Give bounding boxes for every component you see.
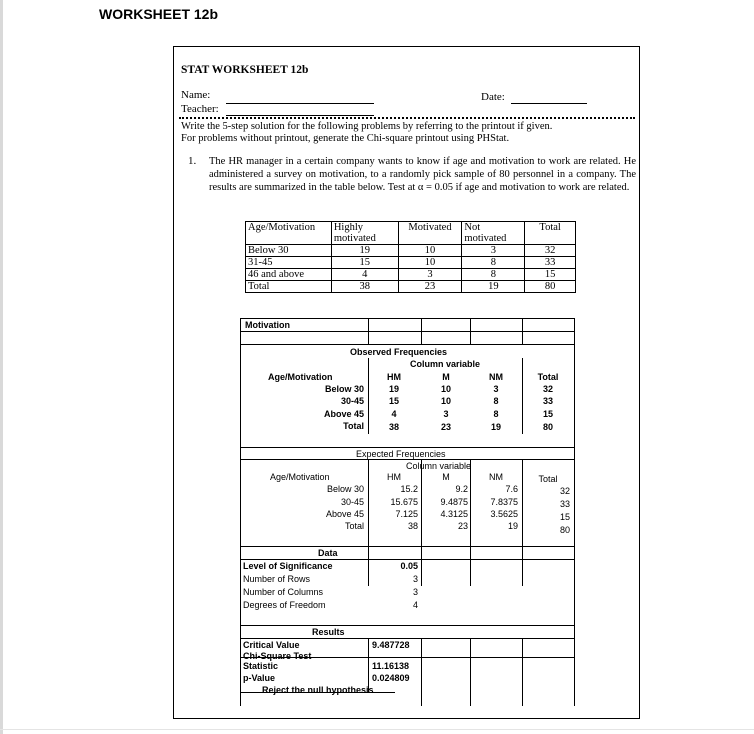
data-value: 3: [412, 574, 418, 584]
grid-line: [240, 318, 575, 319]
grid-line: [522, 459, 523, 586]
grid-line: [240, 331, 575, 332]
grid-line: [368, 459, 369, 586]
expected-value: 33: [559, 499, 570, 509]
printout-title: Motivation: [245, 320, 290, 330]
data-label: Number of Rows: [243, 574, 311, 584]
expected-value: 15: [559, 512, 570, 522]
chi-square-label-2: Statistic: [243, 661, 279, 671]
observed-value: 80: [542, 422, 553, 432]
table-cell: 32: [525, 245, 576, 257]
instruction-line-1: Write the 5-step solution for the following problems by referring to the printout if given.: [181, 121, 553, 132]
table-header-cell: Motivated: [398, 222, 462, 245]
grid-line: [240, 638, 575, 639]
table-cell: 8: [462, 257, 525, 269]
data-heading: Data: [318, 548, 338, 558]
table-cell: 33: [525, 257, 576, 269]
p-value: 0.024809: [372, 673, 410, 683]
table-cell: 10: [398, 257, 462, 269]
observed-row-label: Below 30: [324, 384, 364, 394]
name-label: Name:: [181, 89, 211, 101]
observed-value: 10: [440, 396, 451, 406]
observed-value: 33: [542, 396, 553, 406]
sheet-title: STAT WORKSHEET 12b: [181, 64, 309, 76]
instruction-line-2: For problems without printout, generate the Chi-square printout using PHStat.: [181, 133, 510, 144]
observed-col-total: Total: [537, 372, 559, 382]
expected-value: 9.2: [455, 484, 468, 494]
expected-value: 9.4875: [440, 497, 468, 507]
conclusion-text: Reject the null hypothesis: [262, 685, 374, 695]
expected-col-hm: HM: [387, 472, 401, 482]
grid-line: [240, 546, 575, 547]
table-cell: Below 30: [246, 245, 332, 257]
expected-row-label: Total: [344, 521, 364, 531]
table-header-row: [246, 222, 576, 245]
observed-value: 15: [542, 409, 553, 419]
expected-row-label: Above 45: [325, 509, 364, 519]
worksheet-scan: [173, 46, 640, 719]
critical-value-label: Critical Value: [243, 640, 300, 650]
expected-value: 15.675: [390, 497, 418, 507]
grid-line: [470, 459, 471, 586]
grid-line: [421, 459, 422, 586]
observed-value: 32: [542, 384, 553, 394]
observed-row-header: Age/Motivation: [268, 372, 333, 382]
table-header-cell: Highly motivated: [331, 222, 398, 245]
table-cell: 80: [525, 281, 576, 293]
results-heading: Results: [312, 627, 345, 637]
observed-value: 23: [440, 422, 451, 432]
observed-value: 10: [440, 384, 451, 394]
grid-line: [470, 638, 471, 706]
grid-line: [522, 638, 523, 706]
table-cell: Total: [246, 281, 332, 293]
table-cell: 15: [331, 257, 398, 269]
expected-value: 19: [507, 521, 518, 531]
expected-col-m: M: [442, 472, 450, 482]
grid-line: [240, 459, 575, 460]
expected-col-nm: NM: [489, 472, 503, 482]
grid-line: [240, 447, 575, 448]
observed-column-variable: Column variable: [410, 359, 481, 369]
problem-text: The HR manager in a certain company wants to know if age and motivation to work are related. He administered a survey on motivation, to a randomly pick sample of 80 personnel in a company. The results are summarized in the table below. Test at α = 0.05 if age and motivation to work are related.: [209, 156, 636, 193]
grid-line: [470, 318, 471, 345]
chi-square-value: 11.16138: [372, 661, 410, 671]
table-cell: 19: [331, 245, 398, 257]
expected-heading: Expected Frequencies: [356, 449, 446, 459]
expected-value: 23: [457, 521, 468, 531]
expected-value: 7.6: [505, 484, 518, 494]
observed-col-m: M: [442, 372, 450, 382]
observed-value: 3: [493, 384, 499, 394]
critical-value: 9.487728: [372, 640, 410, 650]
expected-value: 80: [559, 525, 570, 535]
observed-row-label: Above 45: [323, 409, 364, 419]
observed-heading: Observed Frequencies: [350, 347, 448, 357]
grid-line: [240, 625, 575, 626]
table-cell: 31-45: [246, 257, 332, 269]
grid-line: [368, 358, 369, 434]
data-label: Number of Columns: [243, 587, 324, 597]
page-left-edge: [0, 0, 3, 734]
date-field-line: [511, 103, 587, 104]
grid-line: [240, 344, 575, 345]
teacher-field-line: [226, 115, 374, 116]
table-cell: 19: [462, 281, 525, 293]
data-value: 0.05: [400, 561, 418, 571]
grid-line: [421, 638, 422, 706]
table-cell: 4: [331, 269, 398, 281]
expected-value: 15.2: [400, 484, 418, 494]
table-cell: 3: [462, 245, 525, 257]
table-header-cell: Age/Motivation: [246, 222, 332, 245]
observed-row-label: Total: [343, 421, 364, 431]
expected-value: 7.125: [395, 509, 418, 519]
observed-col-nm: NM: [489, 372, 503, 382]
table-cell: 15: [525, 269, 576, 281]
observed-value: 8: [493, 396, 499, 406]
observed-row-label: 30-45: [340, 396, 364, 406]
chi-square-label: Chi-Square Test: [243, 651, 312, 661]
problem-number: 1.: [188, 155, 197, 167]
data-label: Degrees of Freedom: [243, 600, 326, 610]
survey-table: [245, 221, 576, 293]
observed-value: 19: [490, 422, 501, 432]
observed-value: 38: [388, 422, 399, 432]
expected-value: 32: [559, 486, 570, 496]
dotted-divider: [179, 117, 635, 119]
table-row: [246, 245, 576, 257]
observed-value: 15: [388, 396, 399, 406]
table-cell: 10: [398, 245, 462, 257]
expected-row-label: Below 30: [326, 484, 364, 494]
table-cell: 38: [331, 281, 398, 293]
observed-col-hm: HM: [387, 372, 401, 382]
expected-row-label: 30-45: [340, 497, 364, 507]
table-cell: 8: [462, 269, 525, 281]
expected-value: 4.3125: [440, 509, 468, 519]
expected-col-total: Total: [538, 474, 558, 484]
name-field-line: [226, 103, 374, 104]
page-bottom-edge: [0, 729, 754, 730]
grid-line: [522, 358, 523, 434]
table-row: [246, 269, 576, 281]
table-total-row: [246, 281, 576, 293]
date-label: Date:: [481, 91, 505, 103]
grid-line: [240, 318, 241, 706]
observed-value: 4: [391, 409, 397, 419]
table-row: [246, 257, 576, 269]
table-cell: 3: [398, 269, 462, 281]
grid-line: [240, 559, 575, 560]
table-header-cell: Total: [525, 222, 576, 245]
expected-column-variable: Column variable: [406, 461, 472, 471]
grid-line: [574, 318, 575, 706]
phstat-printout: [240, 318, 575, 706]
expected-row-header: Age/Motivation: [270, 472, 330, 482]
table-header-cell: Not motivated: [462, 222, 525, 245]
p-value-label: p-Value: [243, 673, 276, 683]
teacher-label: Teacher:: [181, 103, 219, 115]
data-label: Level of Significance: [243, 561, 333, 571]
grid-line: [421, 318, 422, 345]
data-value: 4: [412, 600, 418, 610]
expected-value: 38: [407, 521, 418, 531]
grid-line: [522, 318, 523, 345]
observed-value: 19: [388, 384, 399, 394]
expected-value: 7.8375: [490, 497, 518, 507]
observed-value: 8: [493, 409, 499, 419]
data-value: 3: [412, 587, 418, 597]
table-cell: 46 and above: [246, 269, 332, 281]
observed-value: 3: [443, 409, 449, 419]
grid-line: [368, 318, 369, 345]
table-cell: 23: [398, 281, 462, 293]
document-title: WORKSHEET 12b: [99, 6, 219, 22]
expected-value: 3.5625: [490, 509, 518, 519]
